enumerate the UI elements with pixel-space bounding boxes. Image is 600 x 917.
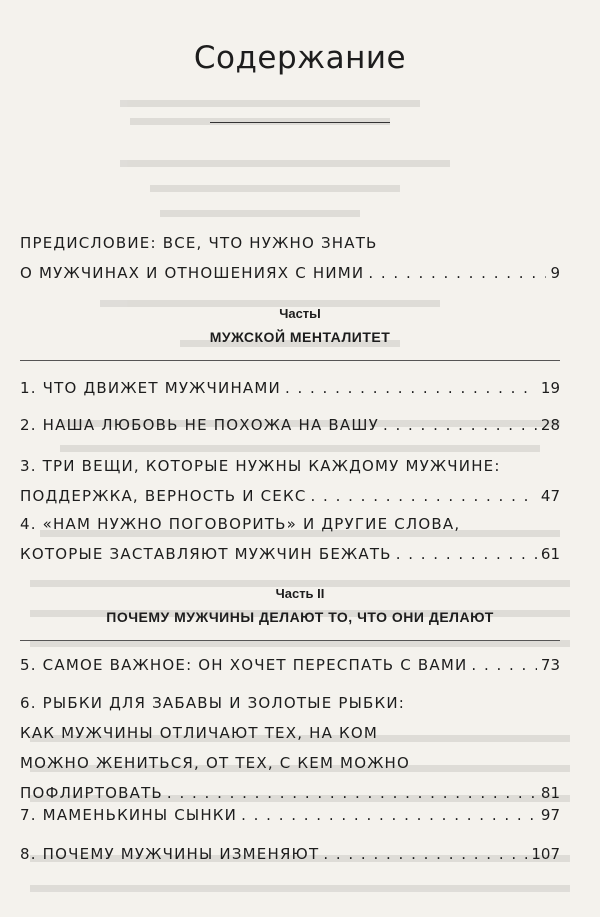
toc-entry-chapter-6[interactable] xyxy=(20,688,560,808)
entry-text: ПОФЛИРТОВАТЬ xyxy=(20,784,163,802)
entry-text: О МУЖЧИНАХ И ОТНОШЕНИЯХ С НИМИ xyxy=(20,264,365,282)
title-underline xyxy=(210,122,390,123)
entry-line xyxy=(20,718,560,748)
dot-leader xyxy=(323,839,527,869)
dot-leader xyxy=(285,373,537,403)
page-number: 9 xyxy=(550,264,560,282)
page-number: 107 xyxy=(531,845,560,863)
toc-entry-preface[interactable] xyxy=(20,228,560,288)
entry-text: МОЖНО ЖЕНИТЬСЯ, ОТ ТЕХ, С КЕМ МОЖНО xyxy=(20,754,411,772)
page-number: 19 xyxy=(540,379,560,397)
dot-leader xyxy=(311,481,537,511)
entry-text: 7. МАМЕНЬКИНЫ СЫНКИ xyxy=(20,806,238,824)
toc-entry-chapter-2[interactable] xyxy=(20,410,560,440)
entry-text: 3. ТРИ ВЕЩИ, КОТОРЫЕ НУЖНЫ КАЖДОМУ МУЖЧИНЕ: xyxy=(20,457,501,475)
dot-leader xyxy=(241,800,537,830)
dot-leader xyxy=(471,650,537,680)
entry-line xyxy=(20,509,560,539)
dot-leader xyxy=(368,258,546,288)
part-heading-1 xyxy=(0,306,600,345)
entry-text: ПОДДЕРЖКА, ВЕРНОСТЬ И СЕКС xyxy=(20,487,307,505)
part-divider xyxy=(20,360,560,361)
entry-line xyxy=(20,688,560,718)
entry-line xyxy=(20,228,560,258)
entry-text: 4. «НАМ НУЖНО ПОГОВОРИТЬ» И ДРУГИЕ СЛОВА, xyxy=(20,515,461,533)
entry-text: 2. НАША ЛЮБОВЬ НЕ ПОХОЖА НА ВАШУ xyxy=(20,416,379,434)
part-heading-2 xyxy=(0,586,600,625)
page-number: 81 xyxy=(540,784,560,802)
part-divider xyxy=(20,640,560,641)
page-number: 47 xyxy=(540,487,560,505)
toc-entry-chapter-4[interactable] xyxy=(20,509,560,569)
entry-text: 1. ЧТО ДВИЖЕТ МУЖЧИНАМИ xyxy=(20,379,281,397)
entry-line-last xyxy=(20,800,560,830)
entry-line-last xyxy=(20,650,560,680)
part-number: ЧастьI xyxy=(279,306,321,321)
entry-line-last xyxy=(20,481,560,511)
entry-text: 8. ПОЧЕМУ МУЖЧИНЫ ИЗМЕНЯЮТ xyxy=(20,845,320,863)
page-number: 97 xyxy=(540,806,560,824)
page-number: 73 xyxy=(540,656,560,674)
part-name: МУЖСКОЙ МЕНТАЛИТЕТ xyxy=(209,329,391,345)
entry-line-last xyxy=(20,539,560,569)
toc-entry-chapter-7[interactable] xyxy=(20,800,560,830)
dot-leader xyxy=(383,410,537,440)
page-title: Содержание xyxy=(193,40,407,76)
entry-line-last xyxy=(20,839,560,869)
toc-entry-chapter-1[interactable] xyxy=(20,373,560,403)
part-name: ПОЧЕМУ МУЖЧИНЫ ДЕЛАЮТ ТО, ЧТО ОНИ ДЕЛАЮТ xyxy=(106,609,494,625)
entry-line-last xyxy=(20,373,560,403)
dot-leader xyxy=(396,539,537,569)
page-number: 61 xyxy=(540,545,560,563)
entry-text: 5. САМОЕ ВАЖНОЕ: ОН ХОЧЕТ ПЕРЕСПАТЬ С ВАМИ xyxy=(20,656,468,674)
part-number: Часть II xyxy=(275,586,325,601)
entry-text: 6. РЫБКИ ДЛЯ ЗАБАВЫ И ЗОЛОТЫЕ РЫБКИ: xyxy=(20,694,406,712)
entry-line xyxy=(20,748,560,778)
entry-line-last xyxy=(20,410,560,440)
entry-text: КАК МУЖЧИНЫ ОТЛИЧАЮТ ТЕХ, НА КОМ xyxy=(20,724,379,742)
entry-text: КОТОРЫЕ ЗАСТАВЛЯЮТ МУЖЧИН БЕЖАТЬ xyxy=(20,545,392,563)
page-number: 28 xyxy=(540,416,560,434)
entry-text: ПРЕДИСЛОВИЕ: ВСЕ, ЧТО НУЖНО ЗНАТЬ xyxy=(20,234,378,252)
toc-entry-chapter-8[interactable] xyxy=(20,839,560,869)
entry-line-last xyxy=(20,258,560,288)
entry-line xyxy=(20,451,560,481)
toc-entry-chapter-5[interactable] xyxy=(20,650,560,680)
toc-entry-chapter-3[interactable] xyxy=(20,451,560,511)
